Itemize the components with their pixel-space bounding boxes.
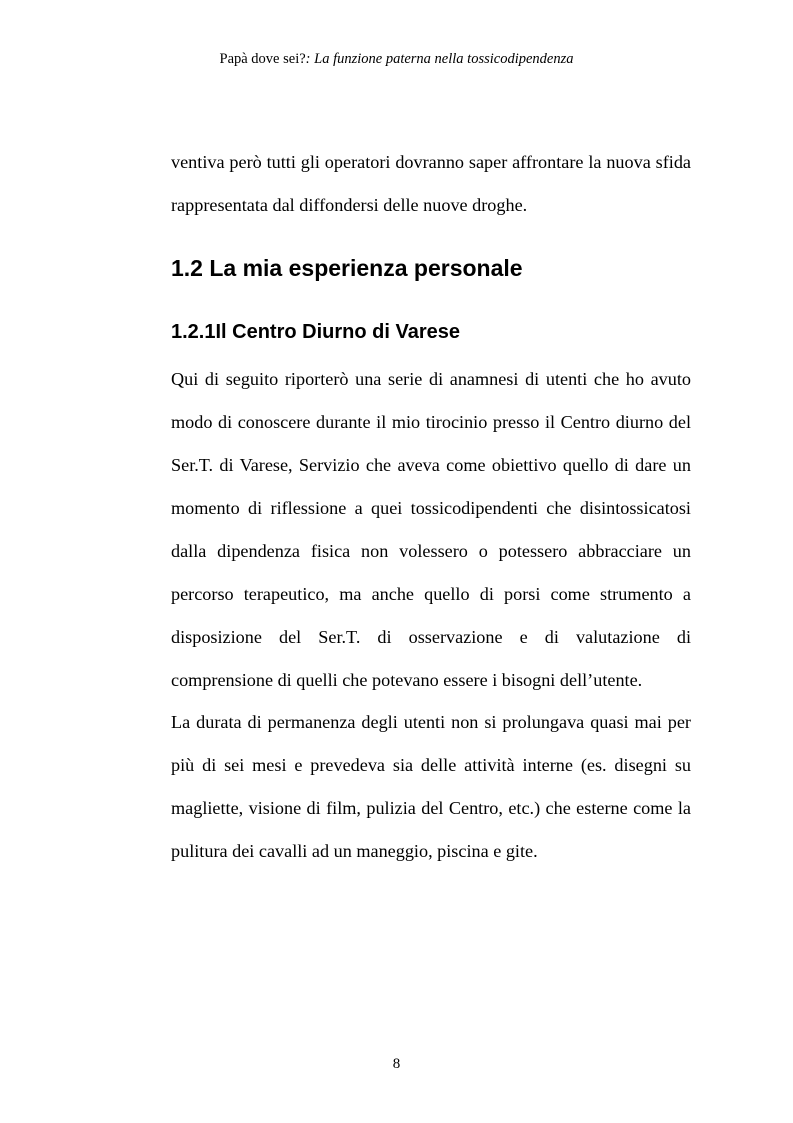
header-title: Papà dove sei? — [219, 51, 306, 67]
paragraph-permanenza: La durata di permanenza degli utenti non si prolungava quasi mai per più di sei mesi e prevedeva sia delle attività interne (es. disegni su magliette, visione di film, pulizia del Centro, etc.) che esterne come la pulitura dei cavalli ad un maneggio, piscina e gite. — [171, 712, 691, 861]
section-heading: 1.2 La mia esperienza personale — [171, 255, 523, 281]
page-number: 8 — [392, 1056, 401, 1072]
subsection-heading: 1.2.1Il Centro Diurno di Varese — [171, 321, 460, 343]
header-subtitle: : La funzione paterna nella tossicodipendenza — [305, 51, 574, 67]
running-header — [0, 50, 793, 68]
paragraph-centro-diurno: Qui di seguito riporterò una serie di anamnesi di utenti che ho avuto modo di conoscere durante il mio tirocinio presso il Centro diurno del Ser.T. di Varese, Servizio che aveva come obiettivo quello di dare un momento di riflessione a quei tossicodipendenti che disintossicatosi dalla dipendenza fisica non volessero o potessero abbracciare un percorso terapeutico, ma anche quello di porsi come strumento a disposizione del Ser.T. di osservazione e di valutazione di comprensione di quelli che potevano essere i bisogni dell’utente. — [171, 369, 691, 690]
paragraph-continuation: ventiva però tutti gli operatori dovranno saper affrontare la nuova sfida rappresentata dal diffondersi delle nuove droghe. — [171, 152, 691, 215]
